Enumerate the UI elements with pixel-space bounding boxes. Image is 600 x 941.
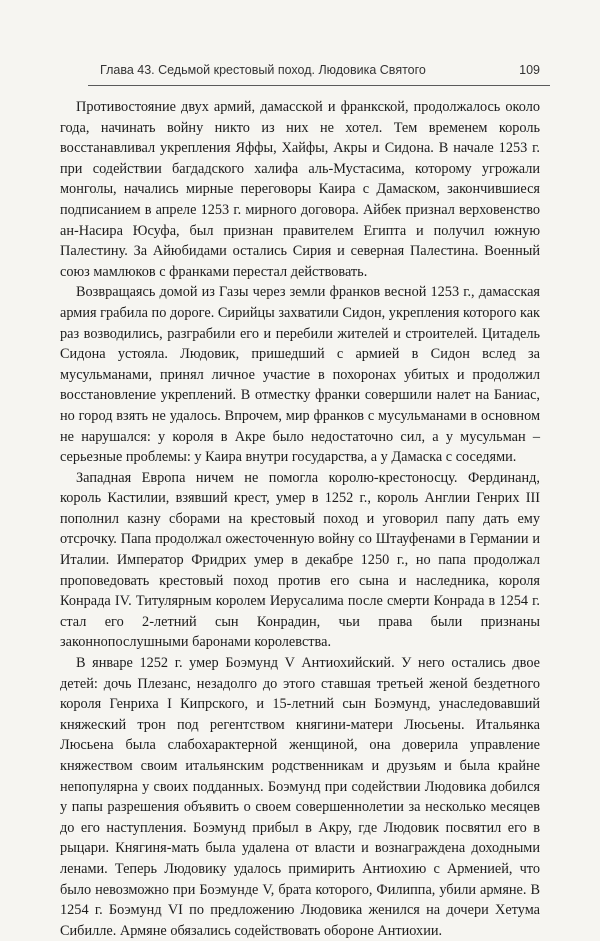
paragraph: Возвращаясь домой из Газы через земли франков весной 1253 г., дамасская армия грабила по дороге. Сирийцы захватили Сидон, укрепления которого как раз возводились, разграбили его и перебили жителей и строителей. Цитадель Сидона устояла. Людовик, пришедший с армией в Сидон вслед за мусульманами, принял личное участие в похоронах убитых и продолжил восстановление укреплений. В отместку франки совершили налет на Баниас, но город взять не удалось. Впрочем, мир франков с мусульманами в основном не нарушался: у короля в Акре было недостаточно сил, а у мусульман – серьезные проблемы: у Каира внутри государства, а у Дамаска с соседями. [60, 284, 540, 466]
paragraph: Противостояние двух армий, дамасской и франкской, продолжалось около года, начинать войну никто из них не хотел. Тем временем король восстанавливал укрепления Яффы, Хайфы, Акры и Сидона. В начале 1253 г. при содействии багдадского халифа аль-Мустасима, которому угрожали монголы, начались мирные переговоры Каира с Дамаском, закончившиеся подписанием в апреле 1253 г. мирного договора. Айбек признал верховенство ан-Насира Юсуфа, был признан правителем Египта и получил южную Палестину. За Айюбидами остались Сирия и северная Палестина. Военный союз мамлюков с франками перестал действовать. [60, 99, 540, 280]
body-text [60, 97, 540, 941]
running-header [88, 57, 550, 86]
page-number: 109 [519, 63, 540, 77]
paragraph: Западная Европа ничем не помогла королю-крестоносцу. Фердинанд, король Кастилии, взявший крест, умер в 1252 г., король Англии Генрих III пополнил казну сборами на крестовый поход и уговорил папу дать ему отсрочку. Папа продолжал ожесточенную войну со Штауфенами в Германии и Италии. Император Фридрих умер в декабре 1250 г., но папа продолжал проповедовать крестовый поход против его сына и наследника, короля Конрада IV. Титулярным королем Иерусалима после смерти Конрада в 1254 г. стал его 2-летний сын Конрадин, чьи права были признаны законнопослушными баронами королевства. [60, 469, 540, 651]
paragraph: В январе 1252 г. умер Боэмунд V Антиохийский. У него остались двое детей: дочь Плезанс, незадолго до этого ставшая третьей женой бездетного короля Генриха I Кипрского, и 15-летний сын Боэмунд, унаследовавший княжеский трон под регентством княгини-матери Люсьены. Итальянка Люсьена была слабохарактерной женщиной, она доверила управление княжеством своим итальянским родственникам и друзьям и была крайне непопулярна у своих подданных. Боэмунд при содействии Людовика добился у папы разрешения объявить о своем совершеннолетии за несколько месяцев до его наступления. Боэмунд прибыл в Акру, где Людовик посвятил его в рыцари. Княгиня-мать была удалена от власти и вознаграждена доходными ленами. Теперь Людовику удалось примирить Антиохию с Арменией, что было невозможно при Боэмунде V, брата которого, Филиппа, убили армяне. В 1254 г. Боэмунд VI по предложению Людовика женился на дочери Хетума Сибилле. Армяне обязались содействовать обороне Антиохии. [60, 655, 540, 939]
chapter-title: Глава 43. Седьмой крестовый поход. Людовика Святого [100, 63, 426, 77]
